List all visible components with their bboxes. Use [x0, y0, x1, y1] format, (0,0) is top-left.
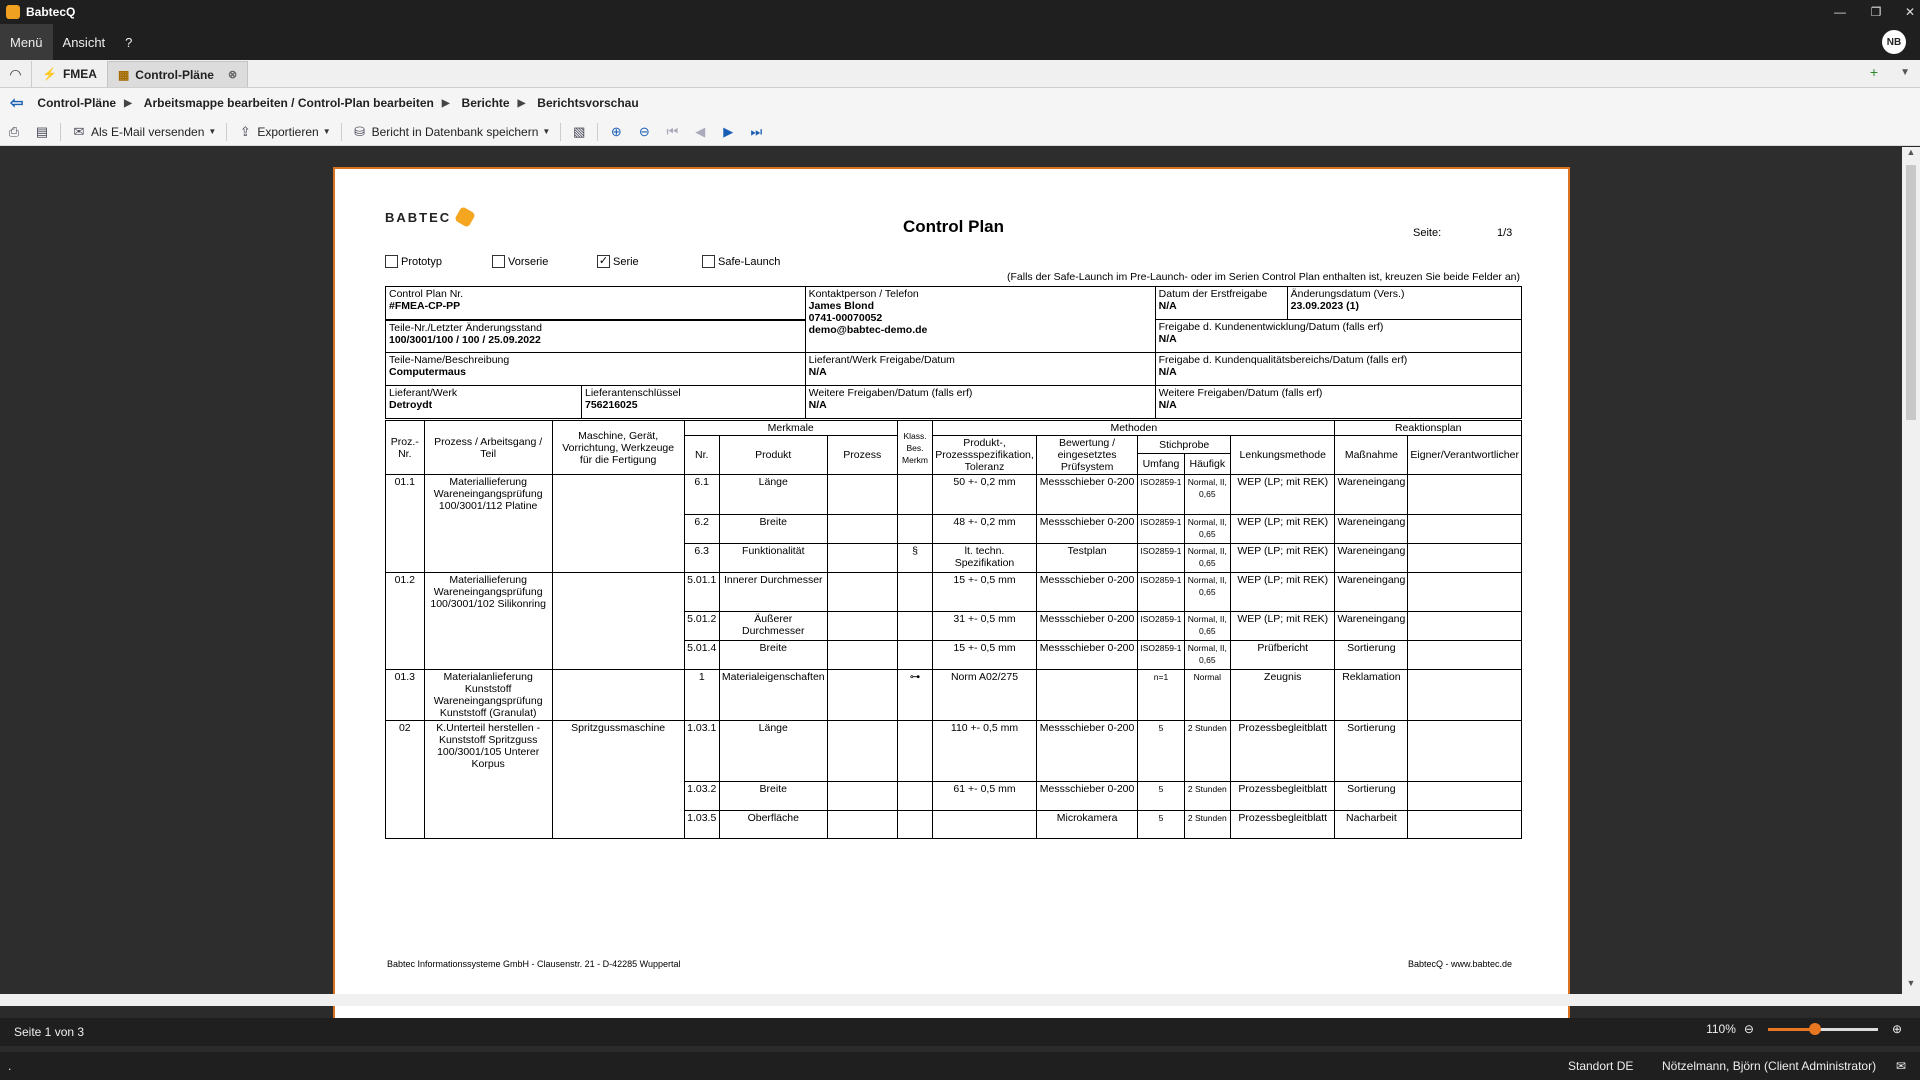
zoom-level: 110% [1706, 1022, 1736, 1036]
export-icon: ⇪ [239, 123, 251, 139]
cell-proc-nr: 01.1 [386, 475, 425, 573]
checkbox-serie [597, 255, 639, 268]
cell-klass [897, 573, 932, 612]
cell-klass [897, 721, 932, 782]
status-bar [0, 1018, 1920, 1046]
cell-spec: 31 +- 0,5 mm [933, 612, 1037, 641]
report-title: Control Plan [902, 217, 1005, 236]
app-logo-icon [6, 5, 20, 19]
cell-process: Materiallieferung Wareneingangsprüfung 100/3001/112 Platine [424, 475, 552, 573]
chevron-down-icon: ▼ [542, 127, 551, 136]
cust-dev-label: Freigabe d. Kundenentwicklung/Datum (falls erf) [1158, 321, 1384, 333]
col-machine: Maschine, Gerät, Vorrichtung, Werkzeuge für die Fertigung [552, 421, 684, 475]
cell-spec: 48 +- 0,2 mm [933, 515, 1037, 544]
cell-massnahme: Sortierung [1335, 641, 1408, 670]
col-klass: Klass. Bes. Merkm [897, 421, 932, 475]
horizontal-scrollbar[interactable] [0, 994, 1902, 1006]
cell-eigner [1408, 515, 1522, 544]
cell-eigner [1408, 544, 1522, 573]
cell-lenkung: Prozessbegleitblatt [1231, 721, 1335, 782]
cell-bewertung: Messschieber 0-200 [1036, 475, 1138, 515]
tab-control-plans-label: Control-Pläne [135, 67, 214, 82]
supplier-release-value: N/A [808, 366, 827, 378]
safe-launch-note: (Falls der Safe-Launch im Pre-Launch- oder im Serien Control Plan enthalten ist, kreuzen Sie beide Felder an) [1006, 271, 1520, 283]
chevron-down-icon: ▼ [208, 127, 217, 136]
col-nr: Nr. [684, 436, 719, 475]
cell-nr: 5.01.1 [684, 573, 719, 612]
cp-nr-value: #FMEA-CP-PP [389, 300, 461, 312]
table-row [386, 475, 1522, 515]
export-button-label: Exportieren [257, 124, 319, 139]
checkbox-label: Safe-Launch [718, 255, 781, 268]
first-page-button[interactable] [658, 120, 686, 144]
cell-nr: 1.03.5 [684, 811, 719, 839]
cell-massnahme: Wareneingang [1335, 475, 1408, 515]
change-date-value: 23.09.2023 (1) [1290, 300, 1359, 312]
cell-machine [552, 670, 684, 721]
cell-produkt: Breite [719, 782, 827, 811]
cust-quality-label: Freigabe d. Kundenqualitätsbereichs/Datum (falls erf) [1158, 354, 1408, 366]
col-massnahme: Maßnahme [1335, 436, 1408, 475]
supplier-release-label: Lieferant/Werk Freigabe/Datum [808, 354, 955, 366]
breadcrumb [0, 88, 1920, 118]
cell-massnahme: Sortierung [1335, 721, 1408, 782]
col-prozess: Prozess [827, 436, 897, 475]
checkbox-box [385, 255, 398, 268]
cell-prozess [827, 475, 897, 515]
toolbar [0, 118, 1920, 146]
cell-umfang: 5 [1138, 721, 1184, 782]
part-nr-label: Teile-Nr./Letzter Änderungsstand [389, 321, 542, 334]
cell-prozess [827, 721, 897, 782]
cell-umfang: 5 [1138, 782, 1184, 811]
cell-prozess [827, 811, 897, 839]
cell-bewertung: Messschieber 0-200 [1036, 641, 1138, 670]
watermark-icon: ▧ [573, 123, 586, 139]
breadcrumb-item-workbook[interactable]: Arbeitsmappe bearbeiten / Control-Plan bearbeiten [143, 96, 434, 110]
cell-nr: 1 [684, 670, 719, 721]
tab-fmea-label: FMEA [62, 67, 97, 81]
cell-produkt: Breite [719, 641, 827, 670]
page-value: 1/3 [1497, 227, 1513, 239]
cell-produkt: Länge [719, 721, 827, 782]
next-page-icon: ▶ [723, 123, 734, 139]
add-tab-icon[interactable]: + [1869, 64, 1879, 80]
zoom-slider-knob[interactable] [1809, 1023, 1821, 1035]
cell-process: K.Unterteil herstellen - Kunststoff Spritzguss 100/3001/105 Unterer Korpus [424, 721, 552, 839]
col-umfang: Umfang [1138, 454, 1184, 475]
zoom-minus-icon[interactable]: ⊖ [1743, 1022, 1754, 1036]
cell-produkt: Materialeigenschaften [719, 670, 827, 721]
col-haeufig: Häufigk [1184, 454, 1230, 475]
other-release-2-label: Weitere Freigaben/Datum (falls erf) [1158, 387, 1323, 399]
breadcrumb-separator-icon: ▶ [517, 97, 526, 109]
table-row [386, 573, 1522, 612]
checkbox-label: Serie [613, 255, 639, 268]
table-row [386, 721, 1522, 782]
supplier-value: Detroydt [389, 399, 433, 411]
logo-text: BABTEC [385, 209, 452, 225]
cell-lenkung: WEP (LP; mit REK) [1231, 475, 1335, 515]
zoom-slider[interactable] [1768, 1028, 1878, 1031]
scroll-up-icon[interactable]: ▲ [1906, 147, 1916, 157]
zoom-plus-icon[interactable]: ⊕ [1891, 1022, 1902, 1036]
cell-haeufig: Normal, II, 0,65 [1184, 544, 1230, 573]
col-proc-nr: Proz.-Nr. [386, 421, 425, 475]
cell-spec: 50 +- 0,2 mm [933, 475, 1037, 515]
cell-massnahme: Nacharbeit [1335, 811, 1408, 839]
supplier-label: Lieferant/Werk [389, 387, 458, 399]
cell-produkt: Länge [719, 475, 827, 515]
contact-mail: demo@babtec-demo.de [808, 324, 928, 336]
cell-lenkung: Zeugnis [1231, 670, 1335, 721]
next-page-button[interactable] [714, 120, 742, 144]
print-button[interactable] [0, 120, 28, 144]
tab-list-chevron-icon[interactable]: ▼ [1900, 67, 1910, 78]
supplier-key-value: 756216025 [585, 399, 638, 411]
cell-spec: lt. techn. Spezifikation [933, 544, 1037, 573]
cell-haeufig: 2 Stunden [1184, 782, 1230, 811]
cell-massnahme: Reklamation [1335, 670, 1408, 721]
cell-produkt: Funktionalität [719, 544, 827, 573]
prev-page-icon: ◀ [695, 123, 706, 139]
scrollbar-thumb[interactable] [1906, 165, 1916, 420]
cell-lenkung: WEP (LP; mit REK) [1231, 515, 1335, 544]
watermark-button[interactable] [565, 120, 593, 144]
cust-dev-value: N/A [1158, 333, 1177, 345]
cell-haeufig: 2 Stunden [1184, 811, 1230, 839]
cell-prozess [827, 670, 897, 721]
message-icon[interactable]: ✉ [1896, 1059, 1907, 1073]
cell-machine: Spritzgussmaschine [552, 721, 684, 839]
breadcrumb-item-control-plans[interactable]: Control-Pläne [37, 96, 117, 110]
checkbox-box: ✓ [598, 255, 609, 267]
prev-page-button[interactable] [686, 120, 714, 144]
col-stichprobe: Stichprobe [1138, 436, 1231, 454]
other-release-2-value: N/A [1158, 399, 1177, 411]
first-page-icon: ⏮ [666, 123, 679, 139]
cell-bewertung: Messschieber 0-200 [1036, 515, 1138, 544]
last-page-icon: ⏭ [750, 123, 763, 139]
cell-lenkung: Prüfbericht [1231, 641, 1335, 670]
tab-fmea[interactable] [32, 61, 107, 87]
cell-eigner [1408, 811, 1522, 839]
control-plan-icon: ▦ [117, 67, 130, 82]
other-release-1-value: N/A [808, 399, 827, 411]
menu-item-help[interactable]: ? [125, 34, 133, 50]
first-release-value: N/A [1158, 300, 1177, 312]
cell-prozess [827, 544, 897, 573]
cell-klass [897, 641, 932, 670]
cell-eigner [1408, 641, 1522, 670]
cell-bewertung: Messschieber 0-200 [1036, 612, 1138, 641]
cell-eigner [1408, 721, 1522, 782]
cell-bewertung: Microkamera [1036, 811, 1138, 839]
cell-spec [933, 811, 1037, 839]
col-bewertung: Bewertung / eingesetztes Prüfsystem [1036, 436, 1138, 475]
cell-produkt: Breite [719, 515, 827, 544]
cell-spec: Norm A02/275 [933, 670, 1037, 721]
tab-control-plans[interactable] [107, 61, 248, 87]
cell-massnahme: Wareneingang [1335, 544, 1408, 573]
cell-eigner [1408, 782, 1522, 811]
window-title: BabtecQ [26, 5, 76, 19]
page-status: Seite 1 von 3 [14, 1025, 85, 1039]
cell-lenkung: WEP (LP; mit REK) [1231, 612, 1335, 641]
part-name-label: Teile-Name/Beschreibung [389, 354, 510, 366]
other-release-1-label: Weitere Freigaben/Datum (falls erf) [808, 387, 973, 399]
checkbox-prototyp [385, 255, 442, 268]
title-bar [0, 0, 1920, 24]
cell-bewertung: Messschieber 0-200 [1036, 782, 1138, 811]
contact-label: Kontaktperson / Telefon [808, 288, 919, 300]
checkbox-label: Vorserie [508, 255, 549, 268]
supplier-key-label: Lieferantenschlüssel [585, 387, 681, 399]
scroll-down-icon[interactable]: ▼ [1906, 978, 1916, 988]
cell-proc-nr: 01.3 [386, 670, 425, 721]
cell-prozess [827, 612, 897, 641]
save-to-db-button[interactable] [346, 120, 557, 144]
cell-lenkung: WEP (LP; mit REK) [1231, 573, 1335, 612]
cell-eigner [1408, 475, 1522, 515]
zoom-out-button[interactable] [630, 120, 658, 144]
export-button[interactable] [231, 120, 336, 144]
email-icon: ✉ [73, 123, 85, 139]
cell-haeufig: Normal, II, 0,65 [1184, 641, 1230, 670]
control-plan-table [385, 420, 1522, 839]
chevron-down-icon: ▼ [322, 127, 331, 136]
tab-bar [0, 60, 1920, 88]
cell-bewertung [1036, 670, 1138, 721]
print-setup-button[interactable] [28, 120, 56, 144]
bottom-bar [0, 1052, 1920, 1080]
col-produkt: Produkt [719, 436, 827, 475]
dashboard-icon[interactable]: ◠ [0, 61, 32, 87]
cell-haeufig: Normal [1184, 670, 1230, 721]
contact-phone: 0741-00070052 [808, 312, 883, 324]
cell-prozess [827, 641, 897, 670]
cell-klass: § [897, 544, 932, 573]
cell-klass [897, 475, 932, 515]
part-nr-value: 100/3001/100 / 100 / 25.09.2022 [389, 333, 541, 346]
col-reaktion: Reaktionsplan [1335, 421, 1522, 436]
cell-prozess [827, 782, 897, 811]
vertical-scrollbar[interactable] [1902, 147, 1920, 1006]
minimize-icon[interactable]: — [1834, 5, 1846, 19]
footer-left: Babtec Informationssysteme GmbH - Clausenstr. 21 - D-42285 Wuppertal [387, 959, 681, 969]
cell-lenkung: Prozessbegleitblatt [1231, 782, 1335, 811]
cell-produkt: Äußerer Durchmesser [719, 612, 827, 641]
cell-process: Materiallieferung Wareneingangsprüfung 100/3001/102 Silikonring [424, 573, 552, 670]
checkbox-box [702, 255, 715, 268]
breadcrumb-item-preview: Berichtsvorschau [537, 96, 639, 110]
checkbox-box [492, 255, 505, 268]
zoom-slider-fill [1768, 1028, 1815, 1031]
menu-item-ansicht[interactable]: Ansicht [62, 34, 106, 50]
cell-klass [897, 515, 932, 544]
col-methoden: Methoden [933, 421, 1335, 436]
first-release-label: Datum der Erstfreigabe [1158, 288, 1268, 300]
cell-machine [552, 573, 684, 670]
avatar[interactable]: NB [1882, 30, 1906, 54]
page-label: Seite: [1413, 227, 1442, 239]
restore-icon[interactable]: ❐ [1870, 5, 1882, 19]
cell-produkt: Innerer Durchmesser [719, 573, 827, 612]
cell-bewertung: Testplan [1036, 544, 1138, 573]
cell-klass [897, 811, 932, 839]
fmea-icon: ⚡ [42, 67, 57, 81]
cell-spec: 15 +- 0,5 mm [933, 641, 1037, 670]
cell-klass [897, 612, 932, 641]
cell-umfang: ISO2859-1 [1138, 544, 1184, 573]
close-window-icon[interactable]: ✕ [1904, 5, 1916, 19]
cell-process: Materialanlieferung Kunststoff Wareneingangsprüfung Kunststoff (Granulat) [424, 670, 552, 721]
cell-umfang: ISO2859-1 [1138, 475, 1184, 515]
email-button-label: Als E-Mail versenden [91, 124, 205, 139]
cell-nr: 6.2 [684, 515, 719, 544]
cell-spec: 110 +- 0,5 mm [933, 721, 1037, 782]
breadcrumb-separator-icon: ▶ [124, 97, 132, 109]
cell-klass: ⊶ [897, 670, 932, 721]
table-row [386, 670, 1522, 721]
cell-produkt: Oberfläche [719, 811, 827, 839]
cell-umfang: ISO2859-1 [1138, 641, 1184, 670]
checkbox-safe-launch [702, 255, 780, 268]
email-button[interactable] [65, 120, 222, 144]
close-tab-icon[interactable]: ⊗ [227, 69, 238, 81]
zoom-out-icon: ⊖ [638, 123, 650, 139]
cell-umfang: 5 [1138, 811, 1184, 839]
cell-spec: 61 +- 0,5 mm [933, 782, 1037, 811]
cell-haeufig: Normal, II, 0,65 [1184, 515, 1230, 544]
cell-massnahme: Wareneingang [1335, 515, 1408, 544]
cell-proc-nr: 02 [386, 721, 425, 839]
location-status[interactable]: Standort DE [1568, 1059, 1634, 1073]
cell-umfang: ISO2859-1 [1138, 612, 1184, 641]
cell-lenkung: WEP (LP; mit REK) [1231, 544, 1335, 573]
menu-item-menu[interactable]: Menü [0, 24, 53, 60]
cell-massnahme: Sortierung [1335, 782, 1408, 811]
cell-nr: 6.3 [684, 544, 719, 573]
cell-proc-nr: 01.2 [386, 573, 425, 670]
cell-eigner [1408, 670, 1522, 721]
cust-quality-value: N/A [1158, 366, 1177, 378]
cell-bewertung: Messschieber 0-200 [1036, 573, 1138, 612]
checkbox-vorserie [492, 255, 548, 268]
cp-nr-label: Control Plan Nr. [389, 288, 464, 300]
report-viewer[interactable] [0, 147, 1920, 1006]
cell-klass [897, 782, 932, 811]
col-process: Prozess / Arbeitsgang / Teil [424, 421, 552, 475]
cell-umfang: n=1 [1138, 670, 1184, 721]
zoom-in-icon: ⊕ [610, 123, 622, 139]
menu-bar [0, 24, 1920, 60]
cell-nr: 1.03.1 [684, 721, 719, 782]
cell-haeufig: Normal, II, 0,65 [1184, 573, 1230, 612]
cell-umfang: ISO2859-1 [1138, 515, 1184, 544]
cell-bewertung: Messschieber 0-200 [1036, 721, 1138, 782]
last-page-button[interactable] [742, 120, 770, 144]
back-arrow-icon[interactable]: ⇦ [10, 95, 24, 112]
col-spec: Produkt-, Prozessspezifikation, Toleranz [933, 436, 1037, 475]
cell-massnahme: Wareneingang [1335, 612, 1408, 641]
print-setup-icon: ▤ [35, 123, 49, 139]
checkbox-label: Prototyp [401, 255, 442, 268]
database-save-icon: ⛁ [354, 123, 366, 139]
cell-umfang: ISO2859-1 [1138, 573, 1184, 612]
cell-haeufig: Normal, II, 0,65 [1184, 612, 1230, 641]
contact-name: James Blond [808, 300, 874, 312]
part-name-value: Computermaus [389, 366, 467, 378]
cell-lenkung: Prozessbegleitblatt [1231, 811, 1335, 839]
cell-eigner [1408, 612, 1522, 641]
change-date-label: Änderungsdatum (Vers.) [1290, 288, 1405, 300]
col-merkmale: Merkmale [684, 421, 897, 436]
cell-eigner [1408, 573, 1522, 612]
zoom-control [1706, 1022, 1902, 1036]
header-table [385, 286, 1522, 419]
cell-spec: 15 +- 0,5 mm [933, 573, 1037, 612]
save-to-db-label: Bericht in Datenbank speichern [371, 124, 539, 139]
cell-haeufig: Normal, II, 0,65 [1184, 475, 1230, 515]
breadcrumb-item-reports[interactable]: Berichte [461, 96, 510, 110]
cell-machine [552, 475, 684, 573]
cell-nr: 5.01.4 [684, 641, 719, 670]
cell-nr: 5.01.2 [684, 612, 719, 641]
cell-nr: 6.1 [684, 475, 719, 515]
col-eigner: Eigner/Verantwortlicher [1408, 436, 1522, 475]
user-status[interactable]: Nötzelmann, Björn (Client Administrator) [1662, 1059, 1877, 1073]
report-page [333, 167, 1570, 1027]
col-lenkung: Lenkungsmethode [1231, 436, 1335, 475]
cell-nr: 1.03.2 [684, 782, 719, 811]
cell-prozess [827, 573, 897, 612]
bottom-left-text: . [8, 1059, 12, 1073]
breadcrumb-separator-icon: ▶ [441, 97, 450, 109]
cell-massnahme: Wareneingang [1335, 573, 1408, 612]
cell-prozess [827, 515, 897, 544]
cell-haeufig: 2 Stunden [1184, 721, 1230, 782]
printer-icon: ⎙ [8, 123, 20, 139]
footer-right: BabtecQ - www.babtec.de [1407, 959, 1512, 969]
zoom-in-button[interactable] [602, 120, 630, 144]
